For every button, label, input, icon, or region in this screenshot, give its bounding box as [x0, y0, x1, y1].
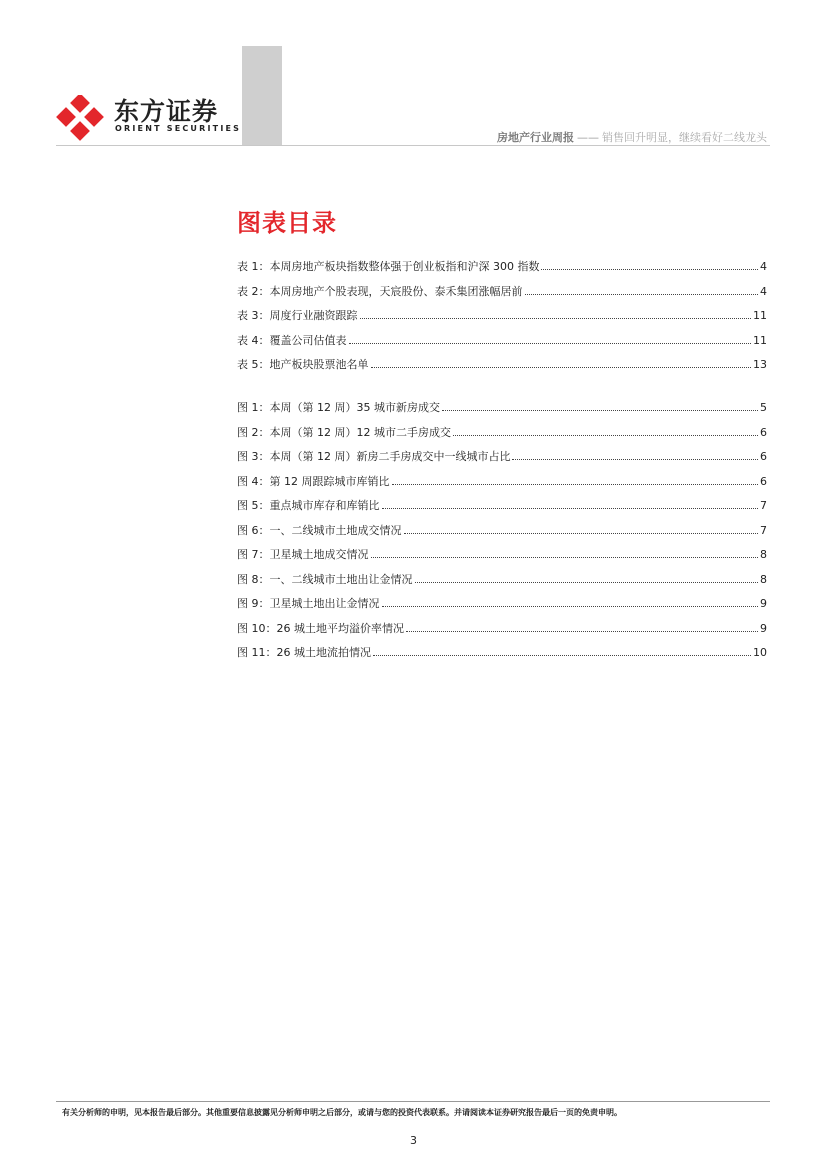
toc-entry-page: 9 [760, 597, 767, 610]
toc-leader-dots [349, 335, 752, 344]
page-number: 3 [410, 1134, 417, 1147]
footer-disclaimer: 有关分析师的申明，见本报告最后部分。其他重要信息披露见分析师申明之后部分，或请与您的投资代表联系。并请阅读本证券研究报告最后一页的免责申明。 [62, 1108, 622, 1117]
toc-entry-label: 表 4：覆盖公司估值表 [237, 333, 347, 347]
toc-entry-page: 7 [760, 523, 767, 537]
toc-leader-dots [512, 451, 758, 460]
toc-table-entry[interactable] [237, 307, 767, 332]
toc-entry-page: 10 [753, 646, 767, 659]
toc-entry-page: 6 [760, 425, 767, 439]
toc-entry-label: 图 8：一、二线城市土地出让金情况 [237, 572, 413, 586]
toc-table-entry[interactable] [237, 283, 767, 308]
toc-entry-label: 图 1：本周（第 12 周）35 城市新房成交 [237, 401, 440, 414]
toc-figure-entry[interactable] [237, 473, 767, 498]
toc-entry-label: 图 7：卫星城土地成交情况 [237, 548, 369, 561]
toc-leader-dots [541, 261, 758, 270]
toc-leader-dots [371, 549, 759, 558]
logo-chinese-text: 东方证券 [114, 97, 219, 126]
toc-entry-page: 4 [760, 284, 767, 298]
header-dash: —— [577, 131, 599, 144]
toc-leader-dots [453, 427, 758, 436]
toc-entry-page: 6 [760, 450, 767, 463]
toc-tables-list [237, 258, 767, 381]
toc-leader-dots [371, 359, 752, 368]
toc-entry-label: 图 6：一、二线城市土地成交情况 [237, 523, 402, 537]
toc-leader-dots [525, 286, 759, 295]
toc-entry-label: 表 5：地产板块股票池名单 [237, 358, 369, 371]
industry-label: 房地产行业周报 [497, 131, 574, 144]
header-accent-bar [242, 46, 282, 145]
toc-entry-label: 表 2：本周房地产个股表现，天宸股份、泰禾集团涨幅居前 [237, 284, 523, 298]
header-report-title [497, 129, 767, 145]
toc-entry-page: 4 [760, 260, 767, 273]
toc-entry-page: 8 [760, 548, 767, 561]
toc-entry-page: 5 [760, 401, 767, 414]
toc-leader-dots [442, 402, 758, 411]
toc-leader-dots [360, 310, 752, 319]
toc-figure-entry[interactable] [237, 571, 767, 596]
toc-figure-entry[interactable] [237, 595, 767, 620]
toc-entry-label: 表 3：周度行业融资跟踪 [237, 309, 358, 322]
toc-figure-entry[interactable] [237, 644, 767, 669]
toc-entry-label: 图 11：26 城土地流拍情况 [237, 646, 371, 659]
report-subtitle: 销售回升明显，继续看好二线龙头 [602, 131, 767, 144]
toc-figure-entry[interactable] [237, 546, 767, 571]
toc-figure-entry[interactable] [237, 399, 767, 424]
toc-leader-dots [382, 500, 759, 509]
toc-entry-label: 表 1：本周房地产板块指数整体强于创业板指和沪深 300 指数 [237, 260, 540, 273]
toc-figure-entry[interactable] [237, 620, 767, 645]
toc-table-entry[interactable] [237, 332, 767, 357]
toc-entry-page: 11 [753, 309, 767, 322]
toc-leader-dots [415, 574, 759, 583]
toc-entry-label: 图 2：本周（第 12 周）12 城市二手房成交 [237, 425, 451, 439]
toc-table-entry[interactable] [237, 258, 767, 283]
toc-leader-dots [382, 598, 759, 607]
toc-figure-entry[interactable] [237, 497, 767, 522]
toc-leader-dots [404, 525, 759, 534]
toc-leader-dots [406, 623, 758, 632]
toc-entry-label: 图 9：卫星城土地出让金情况 [237, 597, 380, 610]
footer-divider [56, 1101, 770, 1102]
toc-entry-page: 7 [760, 499, 767, 512]
toc-entry-label: 图 3：本周（第 12 周）新房二手房成交中一线城市占比 [237, 450, 511, 463]
toc-table-entry[interactable] [237, 356, 767, 381]
toc-figure-entry[interactable] [237, 424, 767, 449]
toc-entry-page: 13 [753, 358, 767, 371]
toc-figure-entry[interactable] [237, 522, 767, 547]
toc-entry-label: 图 4：第 12 周跟踪城市库销比 [237, 474, 390, 488]
toc-entry-page: 6 [760, 474, 767, 488]
toc-figure-entry[interactable] [237, 448, 767, 473]
toc-figures-list [237, 399, 767, 669]
toc-entry-label: 图 10：26 城土地平均溢价率情况 [237, 621, 404, 635]
logo-english-text: ORIENT SECURITIES [115, 124, 242, 133]
orient-logo-icon [56, 95, 104, 143]
toc-title: 图表目录 [237, 209, 337, 237]
toc-leader-dots [373, 647, 751, 656]
toc-entry-page: 11 [753, 333, 767, 347]
toc-entry-label: 图 5：重点城市库存和库销比 [237, 499, 380, 512]
toc-leader-dots [392, 476, 759, 485]
header-divider [56, 145, 770, 146]
toc-entry-page: 9 [760, 621, 767, 635]
toc-entry-page: 8 [760, 572, 767, 586]
